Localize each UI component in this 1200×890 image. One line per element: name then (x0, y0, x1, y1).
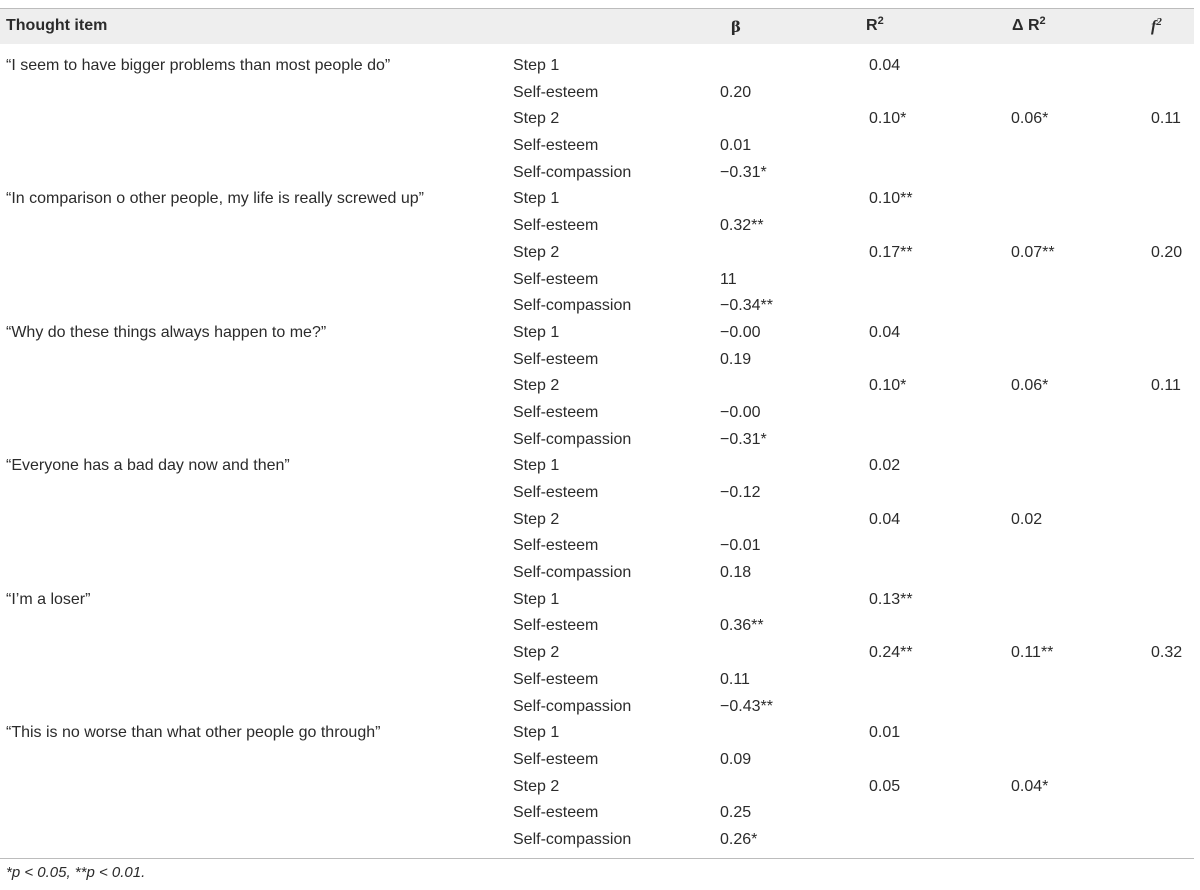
delta-r2-cell: 0.07** (1011, 243, 1055, 261)
delta-r2-cell: 0.11** (1011, 644, 1054, 662)
beta-cell: 0.01 (720, 137, 752, 155)
beta-cell: 0.09 (720, 750, 752, 768)
table-row (0, 321, 1194, 348)
table-row (0, 508, 1194, 535)
delta-r2-cell: 0.06* (1011, 110, 1049, 128)
table-row (0, 481, 1194, 508)
r2-cell: 0.05 (869, 777, 901, 795)
table-row (0, 81, 1194, 108)
table-row (0, 668, 1194, 695)
table-row (0, 614, 1194, 641)
delta-r2-cell: 0.04* (1011, 777, 1049, 795)
step-cell: Step 1 (513, 724, 560, 742)
step-cell: Self-compassion (513, 697, 632, 715)
header-r2-sup: 2 (877, 15, 884, 27)
r2-cell: 0.04 (869, 57, 901, 74)
step-cell: Self-esteem (513, 403, 599, 421)
beta-cell: 0.18 (720, 564, 752, 582)
bottom-rule (0, 858, 1194, 859)
table-row (0, 348, 1194, 375)
thought-item-cell: “Everyone has a bad day now and then” (6, 457, 290, 475)
step-cell: Self-esteem (513, 83, 599, 101)
header-beta: β (731, 18, 741, 36)
table-footnote: *p < 0.05, **p < 0.01. (6, 864, 146, 881)
f2-cell: 0.11 (1151, 110, 1181, 128)
step-cell: Self-compassion (513, 430, 632, 448)
table-row (0, 454, 1194, 481)
table-row (0, 268, 1194, 295)
beta-cell: 0.32** (720, 217, 764, 235)
delta-r2-cell: 0.02 (1011, 510, 1043, 528)
header-f2-sup: 2 (1156, 16, 1162, 28)
beta-cell: −0.31* (720, 430, 767, 448)
beta-cell: −0.31* (720, 163, 767, 181)
step-cell: Step 1 (513, 457, 560, 475)
step-cell: Step 1 (513, 190, 560, 208)
thought-item-cell: “In comparison o other people, my life is really screwed up” (6, 190, 424, 208)
header-r2 (866, 17, 884, 35)
table-row (0, 721, 1194, 748)
table-body (0, 54, 1194, 855)
thought-item-cell: “Why do these things always happen to me?” (6, 323, 327, 341)
step-cell: Step 2 (513, 377, 560, 395)
f2-cell: 0.20 (1151, 243, 1183, 261)
r2-cell: 0.13** (869, 590, 913, 608)
table-row (0, 801, 1194, 828)
table-row (0, 54, 1194, 81)
header-delta-r2-base: Δ R (1012, 17, 1040, 34)
thought-item-cell: “This is no worse than what other people go through” (6, 724, 381, 742)
header-delta-r2-sup: 2 (1039, 15, 1046, 27)
table-row (0, 748, 1194, 775)
step-cell: Self-esteem (513, 484, 599, 501)
r2-cell: 0.10** (869, 190, 913, 208)
table-row (0, 428, 1194, 455)
header-delta-r2 (1012, 17, 1046, 35)
table-header (0, 9, 1194, 44)
beta-cell: 0.25 (720, 804, 752, 822)
beta-cell: 0.19 (720, 350, 752, 368)
r2-cell: 0.04 (869, 510, 901, 528)
r2-cell: 0.02 (869, 457, 901, 475)
step-cell: Self-esteem (513, 670, 599, 688)
thought-item-cell: “I seem to have bigger problems than most people do” (6, 57, 391, 74)
step-cell: Self-esteem (513, 270, 599, 288)
table-row (0, 374, 1194, 401)
r2-cell: 0.10* (869, 377, 907, 395)
table-row (0, 828, 1194, 855)
step-cell: Self-esteem (513, 137, 599, 155)
step-cell: Step 2 (513, 243, 560, 261)
f2-cell: 0.32 (1151, 644, 1183, 662)
step-cell: Self-esteem (513, 750, 599, 768)
table-row (0, 107, 1194, 134)
table-row (0, 161, 1194, 188)
table-row (0, 775, 1194, 802)
r2-cell: 0.10* (869, 110, 907, 128)
beta-cell: −0.43** (720, 697, 773, 715)
table-row (0, 187, 1194, 214)
step-cell: Self-esteem (513, 350, 599, 368)
beta-cell: −0.00 (720, 403, 761, 421)
r2-cell: 0.01 (869, 724, 901, 742)
beta-cell: −0.12 (720, 484, 761, 501)
beta-cell: 0.36** (720, 617, 764, 635)
r2-cell: 0.17** (869, 243, 913, 261)
beta-cell: −0.01 (720, 537, 761, 555)
step-cell: Self-esteem (513, 537, 599, 555)
step-cell: Step 1 (513, 590, 560, 608)
beta-cell: 11 (720, 270, 737, 288)
table-row (0, 641, 1194, 668)
table-row (0, 561, 1194, 588)
step-cell: Self-compassion (513, 830, 632, 848)
table-row (0, 294, 1194, 321)
table-row (0, 401, 1194, 428)
beta-cell: 0.20 (720, 83, 752, 101)
beta-cell: −0.00 (720, 323, 761, 341)
step-cell: Self-esteem (513, 617, 599, 635)
header-f2 (1151, 16, 1162, 36)
step-cell: Self-esteem (513, 217, 599, 235)
step-cell: Step 1 (513, 323, 560, 341)
step-cell: Step 2 (513, 644, 560, 662)
thought-item-cell: “I’m a loser” (6, 590, 91, 608)
table-row (0, 241, 1194, 268)
table-row (0, 695, 1194, 722)
table-row (0, 134, 1194, 161)
beta-cell: −0.34** (720, 297, 773, 315)
beta-cell: 0.26* (720, 830, 758, 848)
step-cell: Step 2 (513, 110, 560, 128)
step-cell: Step 2 (513, 777, 560, 795)
table-row (0, 534, 1194, 561)
table-row (0, 214, 1194, 241)
delta-r2-cell: 0.06* (1011, 377, 1049, 395)
step-cell: Step 1 (513, 57, 560, 74)
header-f2-base: f (1151, 18, 1157, 35)
step-cell: Self-compassion (513, 564, 632, 582)
step-cell: Step 2 (513, 510, 560, 528)
r2-cell: 0.24** (869, 644, 913, 662)
step-cell: Self-compassion (513, 163, 632, 181)
header-thought-item: Thought item (6, 17, 108, 34)
step-cell: Self-compassion (513, 297, 632, 315)
step-cell: Self-esteem (513, 804, 599, 822)
r2-cell: 0.04 (869, 323, 901, 341)
header-r2-base: R (866, 17, 878, 34)
table-row (0, 588, 1194, 615)
beta-cell: 0.11 (720, 670, 750, 688)
f2-cell: 0.11 (1151, 377, 1181, 395)
